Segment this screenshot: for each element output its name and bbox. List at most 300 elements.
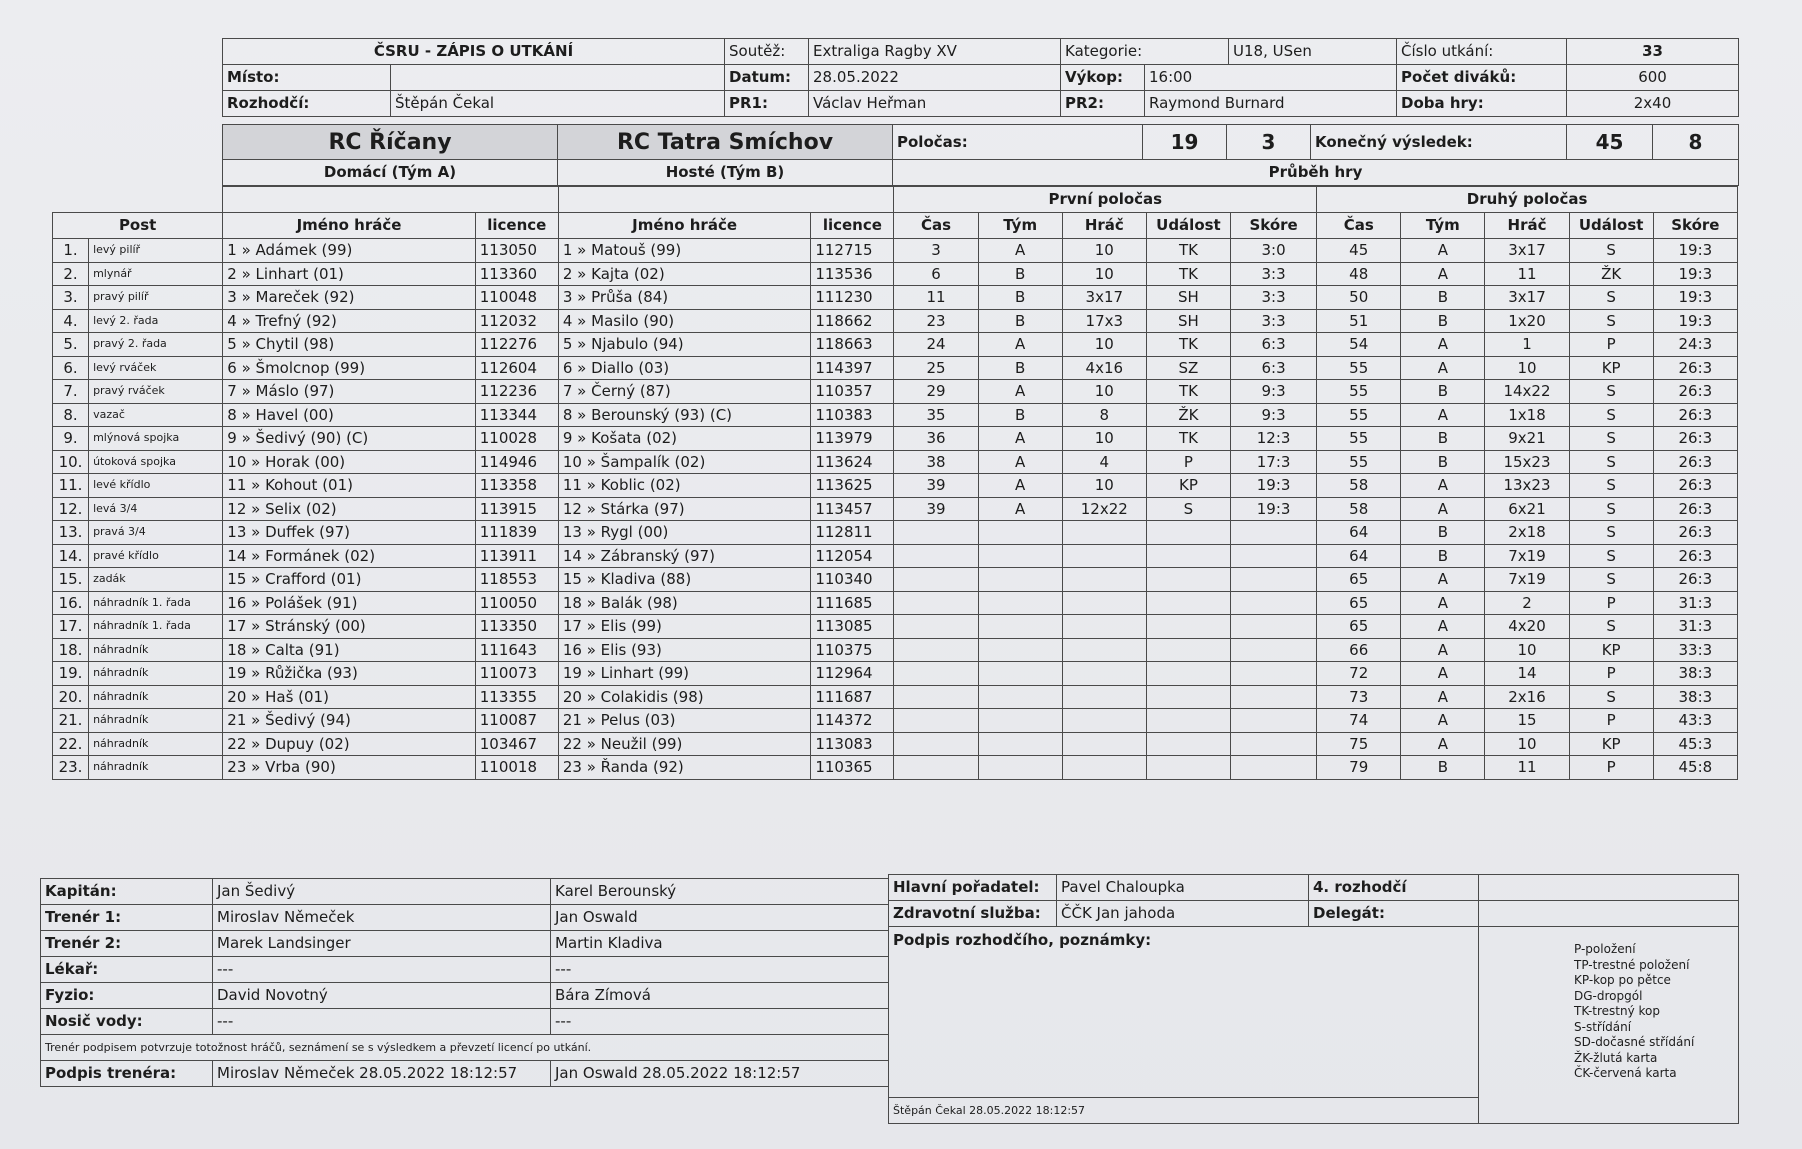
row-number: 17. bbox=[53, 615, 89, 639]
row-number: 5. bbox=[53, 333, 89, 357]
first-half-cell: 8 bbox=[1062, 403, 1146, 427]
kapitan-a: Jan Šedivý bbox=[213, 879, 551, 905]
home-licence: 110028 bbox=[475, 427, 558, 451]
legend-item: P-položení bbox=[1574, 942, 1636, 956]
away-licence: 111685 bbox=[811, 591, 894, 615]
misto-label: Místo: bbox=[223, 65, 391, 91]
polocas-a: 19 bbox=[1143, 125, 1227, 160]
col-skore-2: Skóre bbox=[1653, 213, 1737, 239]
home-licence: 118553 bbox=[475, 568, 558, 592]
away-licence: 110357 bbox=[811, 380, 894, 404]
nosic-label: Nosič vody: bbox=[41, 1009, 213, 1035]
post-name: pravý rváček bbox=[89, 380, 223, 404]
col-cas-1: Čas bbox=[894, 213, 978, 239]
post-name: náhradník bbox=[89, 732, 223, 756]
home-player: 5 » Chytil (98) bbox=[223, 333, 475, 357]
away-player: 5 » Njabulo (94) bbox=[558, 333, 810, 357]
col-udalost-2: Událost bbox=[1569, 213, 1653, 239]
away-player: 6 » Diallo (03) bbox=[558, 356, 810, 380]
first-half-cell bbox=[894, 685, 978, 709]
second-half-cell: 4x20 bbox=[1485, 615, 1569, 639]
home-licence: 110048 bbox=[475, 286, 558, 310]
row-number: 21. bbox=[53, 709, 89, 733]
home-licence: 111643 bbox=[475, 638, 558, 662]
second-half-cell: P bbox=[1569, 662, 1653, 686]
first-half-cell bbox=[1062, 662, 1146, 686]
first-half-cell: 6:3 bbox=[1231, 333, 1317, 357]
second-half-cell: 19:3 bbox=[1653, 262, 1737, 286]
home-licence: 113915 bbox=[475, 497, 558, 521]
second-half-cell: S bbox=[1569, 544, 1653, 568]
second-half-cell: B bbox=[1401, 756, 1485, 780]
pr2-label: PR2: bbox=[1061, 91, 1145, 117]
first-half-cell: 3 bbox=[894, 239, 978, 263]
post-name: levý rváček bbox=[89, 356, 223, 380]
first-half-cell: B bbox=[978, 262, 1062, 286]
first-half-cell: 4 bbox=[1062, 450, 1146, 474]
second-half-cell: 33:3 bbox=[1653, 638, 1737, 662]
first-half-cell: A bbox=[978, 450, 1062, 474]
first-half-cell bbox=[894, 709, 978, 733]
home-player: 22 » Dupuy (02) bbox=[223, 732, 475, 756]
away-player: 1 » Matouš (99) bbox=[558, 239, 810, 263]
first-half-cell bbox=[894, 638, 978, 662]
kapitan-label: Kapitán: bbox=[41, 879, 213, 905]
home-licence: 113355 bbox=[475, 685, 558, 709]
second-half-cell: 26:3 bbox=[1653, 568, 1737, 592]
second-half-cell: 72 bbox=[1317, 662, 1401, 686]
first-half-cell: 4x16 bbox=[1062, 356, 1146, 380]
away-player: 23 » Řanda (92) bbox=[558, 756, 810, 780]
podpis-trenera-a: Miroslav Němeček 28.05.2022 18:12:57 bbox=[213, 1061, 551, 1087]
second-half-cell: B bbox=[1401, 521, 1485, 545]
away-licence: 113625 bbox=[811, 474, 894, 498]
first-half-cell bbox=[1146, 615, 1230, 639]
first-half-cell: 9:3 bbox=[1231, 380, 1317, 404]
first-half-cell: 3:0 bbox=[1231, 239, 1317, 263]
table-row bbox=[53, 356, 1738, 380]
rozhodci-value: Štěpán Čekal bbox=[391, 91, 725, 117]
first-half-cell: 10 bbox=[1062, 262, 1146, 286]
second-half-cell: B bbox=[1401, 309, 1485, 333]
first-half-cell: B bbox=[978, 309, 1062, 333]
nosic-a: --- bbox=[213, 1009, 551, 1035]
misto-value bbox=[391, 65, 725, 91]
away-licence: 114372 bbox=[811, 709, 894, 733]
away-licence: 110365 bbox=[811, 756, 894, 780]
home-player: 18 » Calta (91) bbox=[223, 638, 475, 662]
second-half-cell: 38:3 bbox=[1653, 685, 1737, 709]
divaci-value: 600 bbox=[1567, 65, 1739, 91]
second-half-cell: 58 bbox=[1317, 497, 1401, 521]
second-half-cell: A bbox=[1401, 591, 1485, 615]
second-half-cell: 19:3 bbox=[1653, 309, 1737, 333]
first-half-cell bbox=[1231, 709, 1317, 733]
post-name: náhradník bbox=[89, 709, 223, 733]
table-row bbox=[53, 286, 1738, 310]
first-half-cell bbox=[1146, 662, 1230, 686]
first-half-cell bbox=[1146, 638, 1230, 662]
first-half-cell: 12x22 bbox=[1062, 497, 1146, 521]
datum-label: Datum: bbox=[725, 65, 809, 91]
first-half-cell bbox=[894, 591, 978, 615]
second-half-cell: 11 bbox=[1485, 262, 1569, 286]
second-half-cell: A bbox=[1401, 497, 1485, 521]
post-name: náhradník bbox=[89, 756, 223, 780]
second-half-cell: 51 bbox=[1317, 309, 1401, 333]
staff-table bbox=[40, 878, 889, 1087]
second-half-cell: A bbox=[1401, 262, 1485, 286]
first-half-cell: TK bbox=[1146, 380, 1230, 404]
home-licence: 110087 bbox=[475, 709, 558, 733]
table-row bbox=[53, 732, 1738, 756]
home-player: 6 » Šmolcnop (99) bbox=[223, 356, 475, 380]
second-half-cell: A bbox=[1401, 732, 1485, 756]
away-licence: 110375 bbox=[811, 638, 894, 662]
away-player: 2 » Kajta (02) bbox=[558, 262, 810, 286]
first-half-cell: A bbox=[978, 333, 1062, 357]
first-half-cell: 3x17 bbox=[1062, 286, 1146, 310]
first-half-cell bbox=[978, 709, 1062, 733]
first-half-cell bbox=[978, 591, 1062, 615]
home-licence: 112032 bbox=[475, 309, 558, 333]
away-player: 18 » Balák (98) bbox=[558, 591, 810, 615]
second-half-cell: KP bbox=[1569, 638, 1653, 662]
away-licence: 113083 bbox=[811, 732, 894, 756]
second-half-cell: 26:3 bbox=[1653, 450, 1737, 474]
zdravotni-value: ČČK Jan jahoda bbox=[1057, 901, 1309, 927]
second-half-cell: A bbox=[1401, 474, 1485, 498]
row-number: 18. bbox=[53, 638, 89, 662]
home-player: 13 » Duffek (97) bbox=[223, 521, 475, 545]
second-half-cell: 26:3 bbox=[1653, 380, 1737, 404]
away-licence: 111687 bbox=[811, 685, 894, 709]
row-number: 4. bbox=[53, 309, 89, 333]
row-number: 10. bbox=[53, 450, 89, 474]
away-player: 19 » Linhart (99) bbox=[558, 662, 810, 686]
second-half-cell: 2x18 bbox=[1485, 521, 1569, 545]
first-half-cell bbox=[1062, 709, 1146, 733]
post-name: náhradník 1. řada bbox=[89, 615, 223, 639]
first-half-cell: 17:3 bbox=[1231, 450, 1317, 474]
second-half-cell: 26:3 bbox=[1653, 544, 1737, 568]
away-licence: 113624 bbox=[811, 450, 894, 474]
second-half-cell: 26:3 bbox=[1653, 521, 1737, 545]
second-half-cell: 10 bbox=[1485, 638, 1569, 662]
first-half-cell: 39 bbox=[894, 474, 978, 498]
row-number: 20. bbox=[53, 685, 89, 709]
home-licence: 110073 bbox=[475, 662, 558, 686]
trener2-label: Trenér 2: bbox=[41, 931, 213, 957]
pr1-value: Václav Heřman bbox=[809, 91, 1061, 117]
trener2-b: Martin Kladiva bbox=[551, 931, 889, 957]
legend-item: SD-dočasné střídání bbox=[1574, 1035, 1695, 1049]
away-player: 11 » Koblic (02) bbox=[558, 474, 810, 498]
first-half-cell bbox=[894, 615, 978, 639]
home-sub: Domácí (Tým A) bbox=[223, 160, 558, 186]
table-row bbox=[53, 638, 1738, 662]
second-half-cell: 64 bbox=[1317, 521, 1401, 545]
first-half-cell: 39 bbox=[894, 497, 978, 521]
second-half-cell: 54 bbox=[1317, 333, 1401, 357]
row-number: 9. bbox=[53, 427, 89, 451]
first-half-cell: 17x3 bbox=[1062, 309, 1146, 333]
pr1-label: PR1: bbox=[725, 91, 809, 117]
away-team-name: RC Tatra Smíchov bbox=[558, 125, 893, 160]
second-half-cell: 26:3 bbox=[1653, 497, 1737, 521]
prvni-polocas-title: První poločas bbox=[894, 187, 1317, 213]
first-half-cell: 9:3 bbox=[1231, 403, 1317, 427]
post-name: útoková spojka bbox=[89, 450, 223, 474]
trener1-label: Trenér 1: bbox=[41, 905, 213, 931]
away-player: 13 » Rygl (00) bbox=[558, 521, 810, 545]
kategorie-value: U18, USen bbox=[1229, 39, 1397, 65]
second-half-cell: S bbox=[1569, 427, 1653, 451]
legend-item: ŽK-žlutá karta bbox=[1574, 1050, 1658, 1065]
post-name: levý 2. řada bbox=[89, 309, 223, 333]
away-player: 21 » Pelus (03) bbox=[558, 709, 810, 733]
second-half-cell: 38:3 bbox=[1653, 662, 1737, 686]
first-half-cell: 25 bbox=[894, 356, 978, 380]
away-player: 8 » Berounský (93) (C) bbox=[558, 403, 810, 427]
first-half-cell bbox=[978, 638, 1062, 662]
delegat-label: Delegát: bbox=[1309, 901, 1479, 927]
first-half-cell: ŽK bbox=[1146, 403, 1230, 427]
second-half-cell: A bbox=[1401, 568, 1485, 592]
teams-table bbox=[222, 124, 1739, 186]
first-half-cell bbox=[1062, 568, 1146, 592]
first-half-cell: A bbox=[978, 497, 1062, 521]
away-licence: 112715 bbox=[811, 239, 894, 263]
second-half-cell: B bbox=[1401, 286, 1485, 310]
home-player: 10 » Horak (00) bbox=[223, 450, 475, 474]
second-half-cell: B bbox=[1401, 450, 1485, 474]
home-team-name: RC Říčany bbox=[223, 125, 558, 160]
col-hrac-2: Hráč bbox=[1485, 213, 1569, 239]
second-half-cell: S bbox=[1569, 403, 1653, 427]
first-half-cell bbox=[1231, 756, 1317, 780]
second-half-cell: 50 bbox=[1317, 286, 1401, 310]
table-row bbox=[53, 403, 1738, 427]
col-skore-1: Skóre bbox=[1231, 213, 1317, 239]
kapitan-b: Karel Berounský bbox=[551, 879, 889, 905]
delegat-value bbox=[1479, 901, 1739, 927]
lekar-b: --- bbox=[551, 957, 889, 983]
second-half-cell: B bbox=[1401, 427, 1485, 451]
second-half-cell: S bbox=[1569, 450, 1653, 474]
first-half-cell bbox=[1062, 685, 1146, 709]
table-row bbox=[53, 662, 1738, 686]
second-half-cell: ŽK bbox=[1569, 262, 1653, 286]
second-half-cell: A bbox=[1401, 615, 1485, 639]
post-name: náhradník bbox=[89, 638, 223, 662]
second-half-cell: S bbox=[1569, 685, 1653, 709]
first-half-cell: P bbox=[1146, 450, 1230, 474]
first-half-cell bbox=[1062, 521, 1146, 545]
first-half-cell: 12:3 bbox=[1231, 427, 1317, 451]
first-half-cell: 19:3 bbox=[1231, 474, 1317, 498]
away-player: 3 » Průša (84) bbox=[558, 286, 810, 310]
home-licence: 113050 bbox=[475, 239, 558, 263]
second-half-cell: P bbox=[1569, 591, 1653, 615]
second-half-cell: 65 bbox=[1317, 615, 1401, 639]
first-half-cell bbox=[894, 732, 978, 756]
table-row bbox=[53, 427, 1738, 451]
trener2-a: Marek Landsinger bbox=[213, 931, 551, 957]
konecny-b: 8 bbox=[1653, 125, 1739, 160]
row-number: 12. bbox=[53, 497, 89, 521]
home-licence: 113360 bbox=[475, 262, 558, 286]
second-half-cell: 58 bbox=[1317, 474, 1401, 498]
first-half-cell: 36 bbox=[894, 427, 978, 451]
row-number: 6. bbox=[53, 356, 89, 380]
first-half-cell bbox=[894, 756, 978, 780]
home-player: 8 » Havel (00) bbox=[223, 403, 475, 427]
home-licence: 110050 bbox=[475, 591, 558, 615]
away-licence: 110340 bbox=[811, 568, 894, 592]
first-half-cell: 6 bbox=[894, 262, 978, 286]
row-number: 7. bbox=[53, 380, 89, 404]
home-player: 12 » Selix (02) bbox=[223, 497, 475, 521]
second-half-cell: 3x17 bbox=[1485, 239, 1569, 263]
first-half-cell bbox=[1062, 591, 1146, 615]
second-half-cell: KP bbox=[1569, 732, 1653, 756]
second-half-cell: 10 bbox=[1485, 732, 1569, 756]
first-half-cell bbox=[978, 544, 1062, 568]
divaci-label: Počet diváků: bbox=[1397, 65, 1567, 91]
col-hrac-1: Hráč bbox=[1062, 213, 1146, 239]
second-half-cell: 24:3 bbox=[1653, 333, 1737, 357]
table-row bbox=[53, 474, 1738, 498]
table-row bbox=[53, 309, 1738, 333]
second-half-cell: 79 bbox=[1317, 756, 1401, 780]
table-row bbox=[53, 497, 1738, 521]
second-half-cell: 66 bbox=[1317, 638, 1401, 662]
second-half-cell: 11 bbox=[1485, 756, 1569, 780]
home-licence: 113350 bbox=[475, 615, 558, 639]
post-name: mlýnová spojka bbox=[89, 427, 223, 451]
polocas-b: 3 bbox=[1227, 125, 1311, 160]
first-half-cell bbox=[1231, 544, 1317, 568]
doba-value: 2x40 bbox=[1567, 91, 1739, 117]
second-half-cell: 75 bbox=[1317, 732, 1401, 756]
first-half-cell bbox=[894, 662, 978, 686]
second-half-cell: B bbox=[1401, 380, 1485, 404]
second-half-cell: 55 bbox=[1317, 450, 1401, 474]
first-half-cell: KP bbox=[1146, 474, 1230, 498]
second-half-cell: 45:8 bbox=[1653, 756, 1737, 780]
away-licence: 118663 bbox=[811, 333, 894, 357]
col-cas-2: Čas bbox=[1317, 213, 1401, 239]
home-licence: 113344 bbox=[475, 403, 558, 427]
second-half-cell: S bbox=[1569, 474, 1653, 498]
first-half-cell bbox=[978, 685, 1062, 709]
second-half-cell: 31:3 bbox=[1653, 591, 1737, 615]
away-licence: 114397 bbox=[811, 356, 894, 380]
post-name: pravý pilíř bbox=[89, 286, 223, 310]
first-half-cell bbox=[1231, 521, 1317, 545]
second-half-cell: 43:3 bbox=[1653, 709, 1737, 733]
col-jmeno-a: Jméno hráče bbox=[223, 213, 475, 239]
home-player: 14 » Formánek (02) bbox=[223, 544, 475, 568]
home-player: 1 » Adámek (99) bbox=[223, 239, 475, 263]
away-player: 7 » Černý (87) bbox=[558, 380, 810, 404]
first-half-cell: 3:3 bbox=[1231, 262, 1317, 286]
row-number: 11. bbox=[53, 474, 89, 498]
podpis-trenera-b: Jan Oswald 28.05.2022 18:12:57 bbox=[551, 1061, 889, 1087]
first-half-cell: 3:3 bbox=[1231, 286, 1317, 310]
home-player: 9 » Šedivý (90) (C) bbox=[223, 427, 475, 451]
second-half-cell: A bbox=[1401, 662, 1485, 686]
second-half-cell: 2x16 bbox=[1485, 685, 1569, 709]
second-half-cell: 55 bbox=[1317, 427, 1401, 451]
second-half-cell: 13x23 bbox=[1485, 474, 1569, 498]
second-half-cell: A bbox=[1401, 638, 1485, 662]
first-half-cell: 3:3 bbox=[1231, 309, 1317, 333]
post-name: pravé křídlo bbox=[89, 544, 223, 568]
second-half-cell: S bbox=[1569, 380, 1653, 404]
away-player: 10 » Šampalík (02) bbox=[558, 450, 810, 474]
table-row bbox=[53, 591, 1738, 615]
trener-note: Trenér podpisem potvrzuje totožnost hráčů, seznámení se s výsledkem a převzetí licencí po utkání. bbox=[41, 1035, 889, 1061]
home-player: 19 » Růžička (93) bbox=[223, 662, 475, 686]
away-player: 12 » Stárka (97) bbox=[558, 497, 810, 521]
konecny-label: Konečný výsledek: bbox=[1311, 125, 1567, 160]
away-sub: Hosté (Tým B) bbox=[558, 160, 893, 186]
zdravotni-label: Zdravotní služba: bbox=[889, 901, 1057, 927]
row-number: 1. bbox=[53, 239, 89, 263]
away-licence: 112054 bbox=[811, 544, 894, 568]
rozhodci4-label: 4. rozhodčí bbox=[1309, 875, 1479, 901]
first-half-cell: 10 bbox=[1062, 239, 1146, 263]
second-half-cell: 45:3 bbox=[1653, 732, 1737, 756]
away-licence: 113457 bbox=[811, 497, 894, 521]
away-licence: 112964 bbox=[811, 662, 894, 686]
druhy-polocas-title: Druhý poločas bbox=[1317, 187, 1738, 213]
row-number: 8. bbox=[53, 403, 89, 427]
second-half-cell: 1 bbox=[1485, 333, 1569, 357]
first-half-cell bbox=[978, 662, 1062, 686]
table-row bbox=[53, 521, 1738, 545]
first-half-cell: A bbox=[978, 239, 1062, 263]
rozhodci-label: Rozhodčí: bbox=[223, 91, 391, 117]
row-number: 3. bbox=[53, 286, 89, 310]
second-half-cell: 26:3 bbox=[1653, 356, 1737, 380]
post-name: pravý 2. řada bbox=[89, 333, 223, 357]
first-half-cell: A bbox=[978, 474, 1062, 498]
trener1-a: Miroslav Němeček bbox=[213, 905, 551, 931]
first-half-cell bbox=[894, 544, 978, 568]
table-row bbox=[53, 709, 1738, 733]
first-half-cell: B bbox=[978, 356, 1062, 380]
table-row bbox=[53, 756, 1738, 780]
first-half-cell bbox=[978, 756, 1062, 780]
first-half-cell: TK bbox=[1146, 239, 1230, 263]
home-player: 15 » Crafford (01) bbox=[223, 568, 475, 592]
first-half-cell bbox=[1146, 521, 1230, 545]
table-row bbox=[53, 380, 1738, 404]
rozhodci4-value bbox=[1479, 875, 1739, 901]
home-player: 11 » Kohout (01) bbox=[223, 474, 475, 498]
second-half-cell: S bbox=[1569, 521, 1653, 545]
away-player: 16 » Elis (93) bbox=[558, 638, 810, 662]
second-half-cell: 45 bbox=[1317, 239, 1401, 263]
first-half-cell bbox=[1146, 568, 1230, 592]
post-name: zadák bbox=[89, 568, 223, 592]
first-half-cell: 6:3 bbox=[1231, 356, 1317, 380]
away-licence: 110383 bbox=[811, 403, 894, 427]
away-licence: 112811 bbox=[811, 521, 894, 545]
